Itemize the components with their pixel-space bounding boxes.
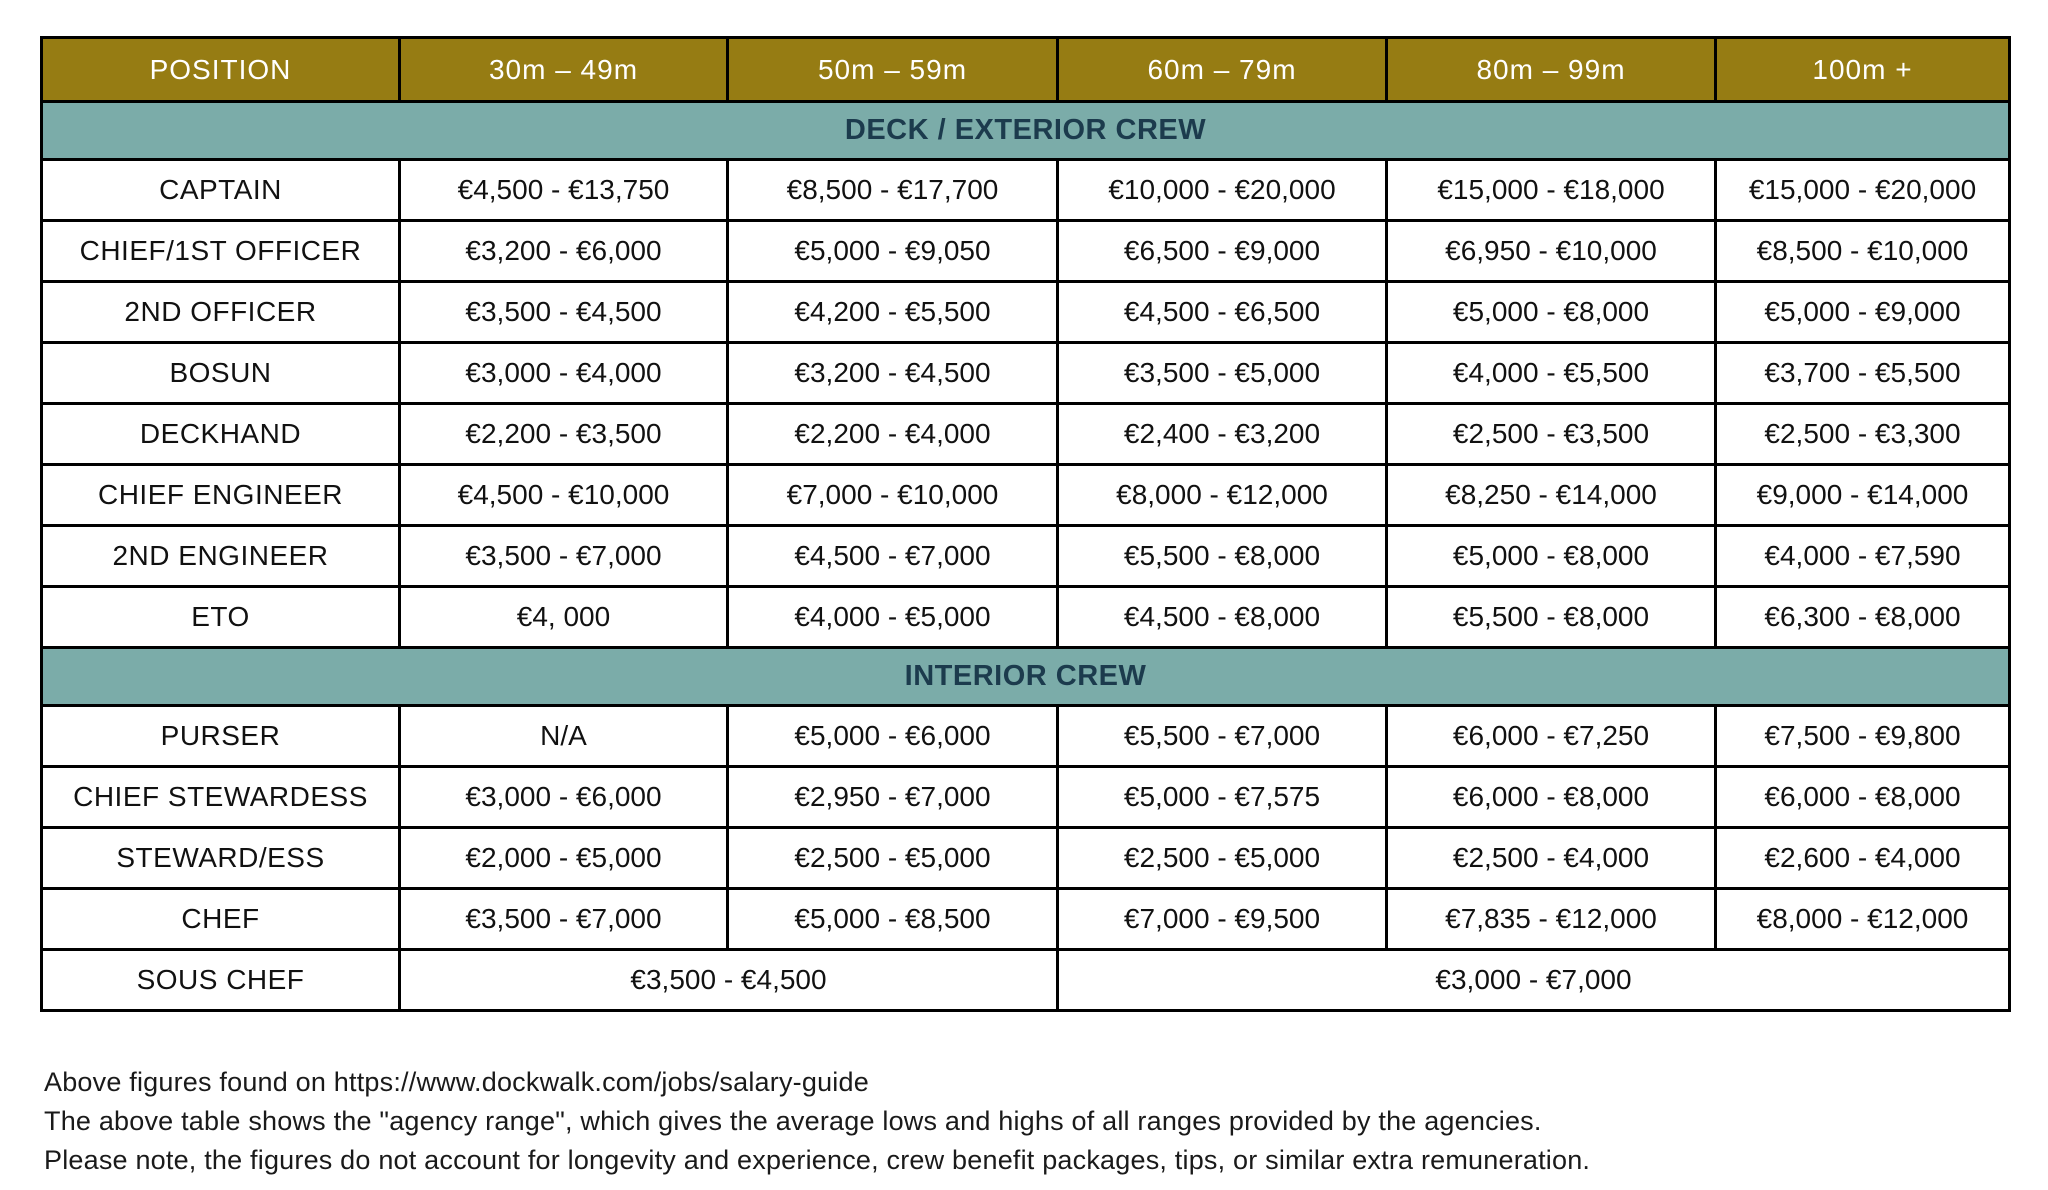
salary-cell: €3,500 - €5,000 <box>1058 343 1387 404</box>
position-cell: SOUS CHEF <box>42 950 400 1011</box>
salary-cell: €9,000 - €14,000 <box>1716 465 2010 526</box>
table-header <box>42 38 2010 102</box>
salary-cell: €6,300 - €8,000 <box>1716 587 2010 648</box>
section-header-row <box>42 648 2010 706</box>
size-column-header: 100m + <box>1716 38 2010 102</box>
salary-cell: €2,200 - €4,000 <box>728 404 1058 465</box>
salary-cell: €7,000 - €10,000 <box>728 465 1058 526</box>
salary-cell: €6,000 - €7,250 <box>1387 706 1716 767</box>
salary-row <box>42 282 2010 343</box>
salary-row <box>42 343 2010 404</box>
salary-cell: €7,835 - €12,000 <box>1387 889 1716 950</box>
salary-cell: €5,000 - €6,000 <box>728 706 1058 767</box>
salary-cell: €8,000 - €12,000 <box>1716 889 2010 950</box>
salary-cell: €2,400 - €3,200 <box>1058 404 1387 465</box>
salary-cell: N/A <box>400 706 728 767</box>
footnote-agency-range: The above table shows the "agency range", which gives the average lows and highs of all ranges provided by the agencies. <box>44 1106 1542 1136</box>
salary-cell: €3,700 - €5,500 <box>1716 343 2010 404</box>
salary-cell: €4,500 - €7,000 <box>728 526 1058 587</box>
salary-cell: €10,000 - €20,000 <box>1058 160 1387 221</box>
salary-row <box>42 160 2010 221</box>
salary-cell: €7,000 - €9,500 <box>1058 889 1387 950</box>
salary-row <box>42 587 2010 648</box>
salary-cell: €2,600 - €4,000 <box>1716 828 2010 889</box>
salary-cell: €5,000 - €8,500 <box>728 889 1058 950</box>
salary-cell: €4,500 - €6,500 <box>1058 282 1387 343</box>
salary-row <box>42 465 2010 526</box>
salary-cell: €2,200 - €3,500 <box>400 404 728 465</box>
salary-cell: €7,500 - €9,800 <box>1716 706 2010 767</box>
salary-row <box>42 950 2010 1011</box>
salary-cell: €3,000 - €6,000 <box>400 767 728 828</box>
size-column-header: 60m – 79m <box>1058 38 1387 102</box>
position-cell: STEWARD/ESS <box>42 828 400 889</box>
salary-cell: €3,000 - €4,000 <box>400 343 728 404</box>
salary-table <box>40 36 2011 1012</box>
salary-cell: €2,500 - €3,300 <box>1716 404 2010 465</box>
salary-cell: €8,000 - €12,000 <box>1058 465 1387 526</box>
salary-cell: €4,200 - €5,500 <box>728 282 1058 343</box>
salary-cell: €2,000 - €5,000 <box>400 828 728 889</box>
salary-row <box>42 526 2010 587</box>
salary-cell: €15,000 - €18,000 <box>1387 160 1716 221</box>
salary-cell: €5,000 - €9,050 <box>728 221 1058 282</box>
salary-cell: €5,000 - €7,575 <box>1058 767 1387 828</box>
salary-cell: €6,950 - €10,000 <box>1387 221 1716 282</box>
salary-cell: €2,500 - €5,000 <box>1058 828 1387 889</box>
salary-cell: €15,000 - €20,000 <box>1716 160 2010 221</box>
salary-cell: €6,000 - €8,000 <box>1716 767 2010 828</box>
salary-cell: €8,500 - €10,000 <box>1716 221 2010 282</box>
footnotes <box>44 1063 2004 1180</box>
salary-row <box>42 221 2010 282</box>
salary-row <box>42 706 2010 767</box>
salary-cell: €3,500 - €7,000 <box>400 889 728 950</box>
salary-row <box>42 767 2010 828</box>
position-cell: ETO <box>42 587 400 648</box>
footnote-disclaimer: Please note, the figures do not account for longevity and experience, crew benefit packages, tips, or similar extra remuneration. <box>44 1145 1591 1175</box>
salary-cell: €4,000 - €5,000 <box>728 587 1058 648</box>
salary-cell: €5,000 - €8,000 <box>1387 526 1716 587</box>
table-body <box>42 102 2010 1011</box>
salary-cell: €4,500 - €10,000 <box>400 465 728 526</box>
section-header-row <box>42 102 2010 160</box>
size-column-header: 80m – 99m <box>1387 38 1716 102</box>
salary-cell: €5,500 - €7,000 <box>1058 706 1387 767</box>
position-cell: DECKHAND <box>42 404 400 465</box>
salary-cell: €3,000 - €7,000 <box>1058 950 2010 1011</box>
salary-cell: €3,200 - €4,500 <box>728 343 1058 404</box>
salary-cell: €5,000 - €9,000 <box>1716 282 2010 343</box>
position-cell: CHIEF ENGINEER <box>42 465 400 526</box>
salary-row <box>42 404 2010 465</box>
salary-cell: €2,500 - €5,000 <box>728 828 1058 889</box>
position-cell: CHIEF STEWARDESS <box>42 767 400 828</box>
position-cell: CHEF <box>42 889 400 950</box>
footnote-source: Above figures found on https://www.dockwalk.com/jobs/salary-guide <box>44 1067 869 1097</box>
position-cell: BOSUN <box>42 343 400 404</box>
position-cell: 2ND ENGINEER <box>42 526 400 587</box>
column-header-row <box>42 38 2010 102</box>
section-title: INTERIOR CREW <box>42 648 2010 706</box>
salary-cell: €3,200 - €6,000 <box>400 221 728 282</box>
salary-cell: €2,500 - €3,500 <box>1387 404 1716 465</box>
salary-cell: €6,000 - €8,000 <box>1387 767 1716 828</box>
position-cell: PURSER <box>42 706 400 767</box>
salary-row <box>42 828 2010 889</box>
salary-cell: €5,500 - €8,000 <box>1387 587 1716 648</box>
salary-row <box>42 889 2010 950</box>
salary-cell: €6,500 - €9,000 <box>1058 221 1387 282</box>
salary-cell: €5,500 - €8,000 <box>1058 526 1387 587</box>
size-column-header: 50m – 59m <box>728 38 1058 102</box>
salary-cell: €4, 000 <box>400 587 728 648</box>
salary-cell: €4,500 - €13,750 <box>400 160 728 221</box>
salary-cell: €3,500 - €4,500 <box>400 282 728 343</box>
salary-cell: €4,000 - €7,590 <box>1716 526 2010 587</box>
salary-cell: €3,500 - €4,500 <box>400 950 1058 1011</box>
position-cell: CAPTAIN <box>42 160 400 221</box>
position-column-header: POSITION <box>42 38 400 102</box>
salary-cell: €8,500 - €17,700 <box>728 160 1058 221</box>
salary-cell: €4,000 - €5,500 <box>1387 343 1716 404</box>
salary-cell: €8,250 - €14,000 <box>1387 465 1716 526</box>
salary-cell: €5,000 - €8,000 <box>1387 282 1716 343</box>
salary-cell: €2,500 - €4,000 <box>1387 828 1716 889</box>
salary-cell: €4,500 - €8,000 <box>1058 587 1387 648</box>
salary-cell: €3,500 - €7,000 <box>400 526 728 587</box>
salary-cell: €2,950 - €7,000 <box>728 767 1058 828</box>
size-column-header: 30m – 49m <box>400 38 728 102</box>
section-title: DECK / EXTERIOR CREW <box>42 102 2010 160</box>
position-cell: CHIEF/1ST OFFICER <box>42 221 400 282</box>
position-cell: 2ND OFFICER <box>42 282 400 343</box>
